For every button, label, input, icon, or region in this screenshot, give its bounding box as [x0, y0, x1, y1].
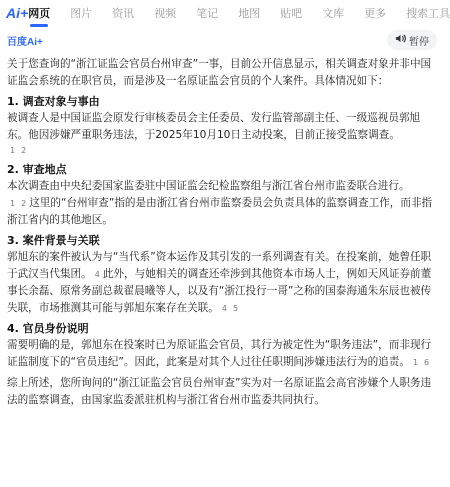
tab-more[interactable]: 更多 [364, 7, 387, 20]
ai-logo[interactable]: Ai+ [6, 5, 29, 21]
citation-link[interactable]: 1 [412, 358, 419, 367]
tab-news[interactable]: 资讯 [112, 7, 135, 20]
section-text-1: 被调查人是中国证监会原发行审核委员会主任委员、发行监管部副主任、一级巡视员郭旭东。他因涉嫌严重职务违法，于2025年10月10日主动投案，目前正接受监察调查。 [7, 112, 421, 141]
tab-notes[interactable]: 笔记 [196, 7, 219, 20]
answer-intro: 关于您查询的“浙江证监会官员台州审查”一事，目前公开信息显示，相关调查对象并非中国证监会系统的在职官员，而是涉及一名原证监会官员的个人案件。具体情况如下： [7, 58, 432, 87]
section-text-3a: 郭旭东的案件被认为与“当代系”资本运作及其引发的一系列调查有关。在投案前，她曾任职于武汉当代集团。 [7, 251, 432, 280]
speaker-icon [395, 33, 406, 47]
section-title-4: 4. 官员身份说明 [7, 322, 89, 335]
section-text-4 [7, 337, 437, 371]
section-text-3 [7, 249, 437, 317]
stop-button[interactable] [387, 30, 437, 50]
tab-video[interactable]: 视频 [154, 7, 177, 20]
section-title-1: 1. 调查对象与事由 [7, 95, 100, 108]
section-title-3: 3. 案件背景与关联 [7, 234, 100, 247]
tab-images[interactable]: 图片 [70, 7, 93, 20]
answer-content [7, 56, 437, 409]
section-text-2 [7, 178, 437, 229]
citation-link[interactable]: 2 [21, 199, 27, 208]
citation-group-1 [10, 144, 437, 158]
tab-search-tools[interactable]: 搜索工具 [406, 7, 450, 20]
tab-web[interactable]: 网页 [28, 7, 51, 20]
stop-label: 暂停 [409, 36, 429, 48]
section-text-4a: 需要明确的是，郭旭东在投案时已为原证监会官员，其行为被定性为“职务违法”，而非现行证监制度下的“官员违纪”。因此，此案是对其个人过往任职期间涉嫌违法行为的追责。 [7, 339, 432, 368]
citation-link[interactable]: 2 [21, 146, 27, 155]
section-text-3b: 此外，与她相关的调查还牵涉到其他资本市场人士，例如天风证券前董事长余磊、原常务副总裁翟晨曦等人，以及有“浙江投行一哥”之称的国泰海通朱东辰也被传失联，市场推测其可能与郭旭东案存在关联。 [7, 268, 432, 314]
brand-label: 百度Ai+ [7, 37, 43, 48]
tab-map[interactable]: 地图 [238, 7, 261, 20]
citation-link[interactable]: 5 [232, 304, 239, 313]
tab-wenku[interactable]: 文库 [322, 7, 345, 20]
citation-link[interactable]: 6 [424, 358, 430, 367]
answer-conclusion: 综上所述，您所询问的“浙江证监会官员台州审查”实为对一名原证监会高官涉嫌个人职务违法的监察调查，由国家监委派驻机构与浙江省台州市监委共同执行。 [7, 377, 432, 406]
section-text-2a: 本次调查由中央纪委国家监委驻中国证监会纪检监察组与浙江省台州市监委联合进行。 [7, 180, 410, 192]
tab-tieba[interactable]: 贴吧 [280, 7, 303, 20]
answer-header [0, 30, 443, 52]
citation-link[interactable]: 1 [10, 199, 16, 208]
search-tab-bar [0, 0, 450, 26]
citation-link[interactable]: 1 [10, 146, 16, 155]
section-title-2: 2. 审查地点 [7, 163, 67, 176]
citation-link[interactable]: 4 [94, 270, 100, 279]
section-text-2b: 这里的“台州审查”指的是由浙江省台州市监察委员会负责具体的监察调查工作，而非指浙江省内的其他地区。 [7, 197, 433, 226]
citation-link[interactable]: 4 [221, 304, 227, 313]
